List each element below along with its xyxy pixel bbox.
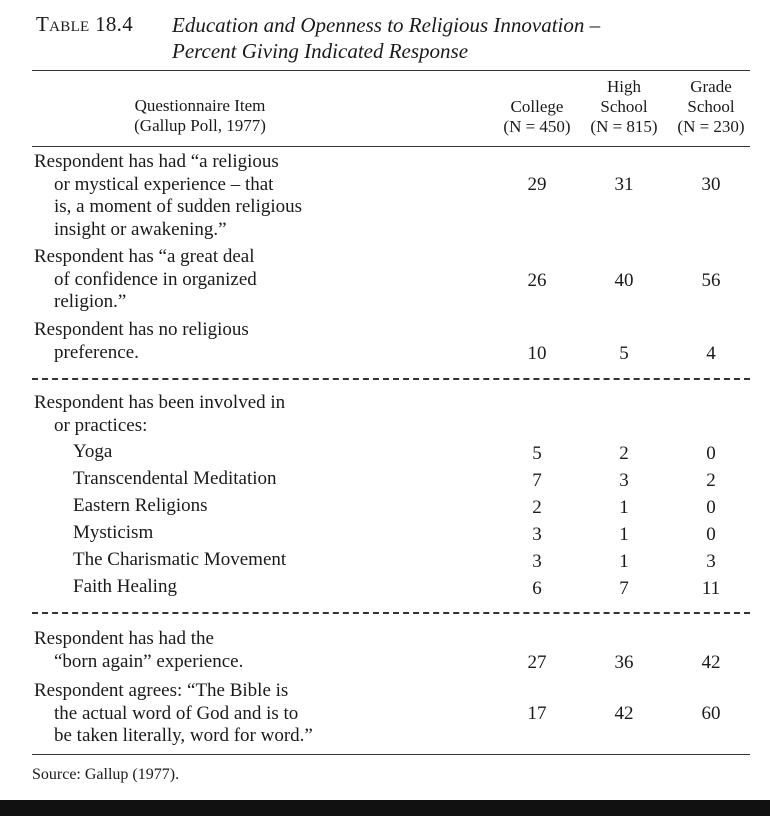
- cell-grade-school: 0: [706, 524, 716, 545]
- row-label-line: of confidence in organized: [54, 268, 257, 290]
- cell-college: 29: [527, 174, 547, 195]
- practice-label-faith-healing: Faith Healing: [73, 576, 177, 597]
- cell-college: 5: [532, 443, 542, 464]
- cell-college: 26: [527, 270, 547, 291]
- cell-high-school: 40: [614, 270, 634, 291]
- cell-college: 27: [527, 652, 547, 673]
- row-label-no-preference: [34, 319, 364, 364]
- cell-high-school: 36: [614, 652, 634, 673]
- cell-college: 7: [532, 470, 542, 491]
- row-label-line: is, a moment of sudden religious: [54, 196, 303, 217]
- row-label-line: Respondent has “a great deal: [34, 246, 255, 267]
- table-title-line-2: Percent Giving Indicated Response: [172, 39, 469, 63]
- row-label-line: Respondent has had “a religious: [34, 151, 279, 172]
- practice-label-yoga: Yoga: [73, 441, 113, 462]
- header-rule: [32, 146, 750, 147]
- column-header-n: (N = 230): [677, 117, 745, 136]
- row-label-line: “born again” experience.: [54, 650, 244, 672]
- cell-grade-school: 3: [706, 551, 716, 572]
- cell-high-school: 3: [619, 470, 629, 491]
- table-label-number: 18.4: [95, 12, 134, 36]
- cell-high-school: 42: [614, 703, 634, 724]
- row-label-line: or mystical experience – that: [54, 173, 274, 195]
- cell-grade-school: 4: [706, 343, 716, 364]
- column-header-n: (N = 815): [590, 117, 658, 136]
- row-label-line: Respondent agrees: “The Bible is: [34, 680, 289, 701]
- table-title-line-1: Education and Openness to Religious Innovation –: [172, 13, 601, 37]
- cell-grade-school: 0: [706, 497, 716, 518]
- cell-college: 6: [532, 578, 542, 599]
- table-label: [36, 12, 133, 37]
- cell-grade-school: 2: [706, 470, 716, 491]
- practice-label-mysticism: Mysticism: [73, 522, 154, 543]
- row-label-bible: [34, 680, 364, 748]
- practice-label-eastern: Eastern Religions: [73, 495, 208, 516]
- column-header-grade-school: [671, 77, 751, 137]
- top-rule: [32, 70, 750, 71]
- column-header-item-line-2: (Gallup Poll, 1977): [134, 116, 266, 135]
- cell-high-school: 1: [619, 497, 629, 518]
- cell-college: 3: [532, 524, 542, 545]
- row-label-line: the actual word of God and is to: [54, 702, 299, 724]
- cell-college: 2: [532, 497, 542, 518]
- cell-grade-school: 30: [701, 174, 721, 195]
- column-header-n: (N = 450): [503, 117, 571, 136]
- cell-grade-school: 60: [701, 703, 721, 724]
- row-label-line: Respondent has no religious: [34, 319, 249, 340]
- cell-high-school: 31: [614, 174, 634, 195]
- column-header-item: [100, 96, 300, 136]
- cell-high-school: 1: [619, 524, 629, 545]
- row-label-line: be taken literally, word for word.”: [54, 725, 313, 746]
- cell-college: 10: [527, 343, 547, 364]
- cell-high-school: 1: [619, 551, 629, 572]
- page-edge-shadow: [0, 800, 770, 816]
- cell-high-school: 2: [619, 443, 629, 464]
- row-label-mystical-experience: [34, 151, 364, 241]
- cell-grade-school: 42: [701, 652, 721, 673]
- row-label-line: religion.”: [54, 291, 127, 312]
- cell-grade-school: 11: [701, 578, 721, 599]
- practice-label-tm: Transcendental Meditation: [73, 468, 277, 489]
- cell-high-school: 5: [619, 343, 629, 364]
- row-label-confidence: [34, 246, 364, 314]
- table-title: [172, 12, 600, 64]
- row-label-line: Respondent has been involved in: [34, 392, 286, 413]
- row-label-line: insight or awakening.”: [54, 218, 227, 240]
- column-header-line-2: School: [687, 97, 735, 116]
- cell-college: 17: [527, 703, 547, 724]
- row-label-practices: [34, 392, 364, 437]
- row-label-line: Respondent has had the: [34, 628, 214, 649]
- column-header-line-1: [497, 77, 577, 97]
- cell-college: 3: [532, 551, 542, 572]
- column-header-college: [497, 77, 577, 137]
- column-header-line-1: Grade: [690, 77, 732, 96]
- row-label-born-again: [34, 628, 364, 673]
- dashed-divider-1: [32, 378, 750, 380]
- source-note: Source: Gallup (1977).: [32, 766, 180, 783]
- cell-grade-school: 56: [701, 270, 721, 291]
- table-label-prefix: Table: [36, 12, 90, 36]
- column-header-line-1: High: [607, 77, 641, 96]
- row-label-line: or practices:: [54, 414, 148, 436]
- practice-label-charismatic: The Charismatic Movement: [73, 549, 287, 570]
- column-header-line-2: College: [510, 97, 564, 116]
- column-header-line-2: School: [600, 97, 648, 116]
- dashed-divider-2: [32, 612, 750, 614]
- column-header-item-line-1: Questionnaire Item: [134, 96, 266, 115]
- bottom-rule: [32, 754, 750, 755]
- cell-grade-school: 0: [706, 443, 716, 464]
- column-header-high-school: [584, 77, 664, 137]
- row-label-line: preference.: [54, 341, 139, 363]
- cell-high-school: 7: [619, 578, 629, 599]
